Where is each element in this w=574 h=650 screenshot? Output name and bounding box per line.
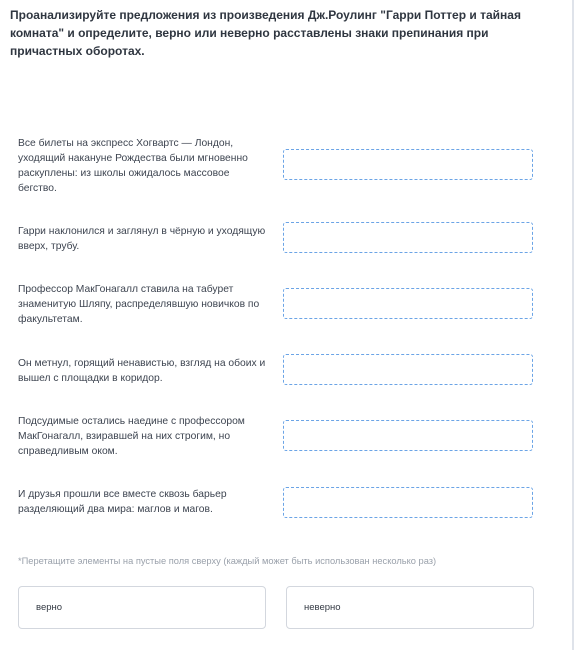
- sentence-row: [18, 414, 536, 474]
- sentence-text: Подсудимые остались наедине с профессором МакГонагалл, взиравшей на них строгим, но справедливым оком.: [18, 416, 245, 457]
- drag-hint: *Перетащите элементы на пустые поля сверху (каждый может быть использован несколько раз): [18, 556, 437, 566]
- answer-dropzone[interactable]: [283, 288, 533, 319]
- answer-dropzone[interactable]: [283, 222, 533, 253]
- answer-dropzone[interactable]: [283, 420, 533, 451]
- sentence-row: [18, 224, 536, 284]
- choice-false[interactable]: неверно: [286, 586, 534, 629]
- answer-dropzone[interactable]: [283, 487, 533, 518]
- sentence-row: [18, 282, 536, 342]
- answer-dropzone[interactable]: [283, 354, 533, 385]
- sentence-row: [18, 356, 536, 416]
- sentence-text: Он метнул, горящий ненавистью, взгляд на обоих и вышел с площадки в коридор.: [18, 358, 266, 384]
- answer-dropzone[interactable]: [283, 149, 533, 180]
- sentence-text: Гарри наклонился и заглянул в чёрную и уходящую вверх, трубу.: [18, 226, 266, 252]
- sentence-row: [18, 487, 536, 547]
- sentence-row: [18, 136, 536, 196]
- choice-true[interactable]: верно: [18, 586, 266, 629]
- sentence-text: Все билеты на экспресс Хогвартс — Лондон, уходящий накануне Рождества были мгновенно раскуплены: из школы ожидалось массовое бегство.: [18, 138, 248, 194]
- sentence-text: И друзья прошли все вместе сквозь барьер разделяющий два мира: маглов и магов.: [18, 489, 227, 515]
- sentence-text: Профессор МакГонагалл ставила на табурет знаменитую Шляпу, распределявшую новичков по факультетам.: [18, 284, 260, 325]
- task-instruction: Проанализируйте предложения из произведения Дж.Роулинг "Гарри Поттер и тайная комната" и определите, верно или неверно расставлены знаки препинания при причастных оборотах.: [10, 8, 521, 58]
